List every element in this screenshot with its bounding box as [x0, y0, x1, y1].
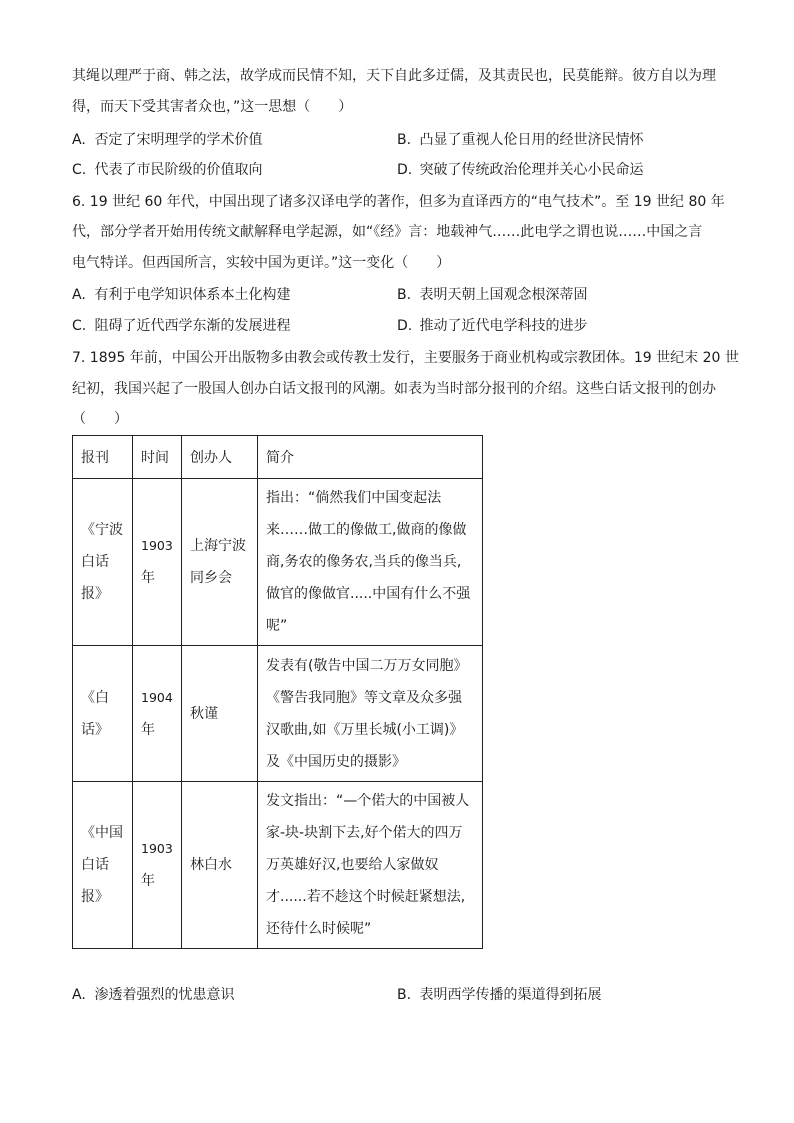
q5-option-a[interactable]: [72, 130, 262, 150]
newspaper-table: [72, 435, 483, 949]
option-letter: A.: [72, 132, 86, 148]
table-row: [73, 782, 483, 949]
intro-cell: [258, 646, 483, 782]
intro-cell: [258, 479, 483, 646]
newspaper-name-cell: [73, 782, 133, 949]
option-letter: B.: [397, 987, 412, 1003]
founder-cell: [182, 646, 258, 782]
option-text: 表明西学传播的渠道得到拓展: [419, 987, 602, 1003]
q6-stem-line-2: 代，部分学者开始用传统文献解释电学起源，如“《经》言：地载神气……此电学之谓也说……中国之言: [72, 224, 703, 240]
q5-option-b[interactable]: [397, 130, 643, 150]
intro: 指出：“倘然我们中国变起法来……做工的像做工,做商的像做商,务农的像务农,当兵的像当兵,做官的像做官.....中国有什么不强呢”: [266, 490, 471, 634]
year-unit: 年: [141, 873, 155, 889]
option-letter: D.: [397, 318, 413, 334]
newspaper-name: 《白话》: [81, 689, 109, 738]
option-letter: B.: [397, 287, 412, 303]
year-value: 1903: [141, 841, 173, 856]
q7-stem-line-2: 纪初，我国兴起了一股国人创办白话文报刊的风潮。如表为当时部分报刊的介绍。这些白话文报刊的创办: [72, 381, 716, 397]
year-cell: [133, 479, 182, 646]
newspaper-name-cell: [73, 646, 133, 782]
q7-stem-line-3: （ ）: [72, 411, 128, 427]
q6-stem-line-3: 电气特详。但西国所言，实较中国为更详。”这一变化（ ）: [72, 255, 451, 271]
year-unit: 年: [141, 570, 155, 586]
q6-option-b[interactable]: [397, 285, 587, 305]
option-letter: A.: [72, 287, 86, 303]
option-text: 渗透着强烈的忧患意识: [94, 987, 235, 1003]
option-text: 有利于电学知识体系本土化构建: [94, 287, 291, 303]
founder: 秋谨: [190, 705, 218, 722]
newspaper-name: 《宁波白话报》: [81, 522, 123, 602]
option-letter: B.: [397, 132, 412, 148]
table-header-row: [73, 436, 483, 479]
option-text: 凸显了重视人伦日用的经世济民情怀: [419, 132, 644, 148]
year-value: 1903: [141, 538, 173, 553]
q5-stem-line-1: 其绳以理严于商、韩之法，故学成而民情不知，天下自此多迂儒，及其责民也，民莫能辩。彼方自以为理: [72, 68, 716, 84]
founder: 林白水: [190, 857, 232, 873]
option-text: 否定了宋明理学的学术价值: [94, 132, 263, 148]
option-letter: C.: [72, 162, 87, 178]
year-value: 1904: [141, 689, 173, 705]
option-text: 代表了市民阶级的价值取向: [94, 162, 263, 178]
founder-cell: [182, 782, 258, 949]
table-row: [73, 646, 483, 782]
q5-option-c[interactable]: [72, 160, 262, 180]
option-text: 推动了近代电学科技的进步: [419, 318, 588, 334]
option-letter: D.: [397, 162, 413, 178]
q6-option-a[interactable]: [72, 285, 290, 305]
option-letter: C.: [72, 318, 87, 334]
q7-option-b[interactable]: [397, 985, 601, 1005]
founder-cell: [182, 479, 258, 646]
q6-stem-line-1: 6. 19 世纪 60 年代，中国出现了诸多汉译电学的著作，但多为直译西方的“电气技术”。至 19 世纪 80 年: [72, 194, 725, 210]
founder: 上海宁波同乡会: [190, 538, 246, 586]
header-cell: 时间: [133, 436, 182, 479]
newspaper-name-cell: [73, 479, 133, 646]
header-cell: 简介: [258, 436, 483, 479]
year-cell: [133, 646, 182, 782]
q7-stem-line-1: 7. 1895 年前，中国公开出版物多由教会或传教士发行，主要服务于商业机构或宗教团体。19 世纪末 20 世: [72, 350, 739, 366]
option-text: 阻碍了近代西学东渐的发展进程: [94, 318, 291, 334]
q5-option-d[interactable]: [397, 160, 643, 180]
header-cell: 创办人: [182, 436, 258, 479]
header-cell: 报刊: [73, 436, 133, 479]
option-text: 表明天朝上国观念根深蒂固: [419, 287, 588, 303]
intro: 发表有(敬告中国二万万女同胞》《警告我同胞》等文章及众多强汉歌曲,如《万里长城(小工调)》及《中国历史的摄影》: [266, 657, 468, 770]
intro-cell: [258, 782, 483, 949]
year-cell: [133, 782, 182, 949]
table-row: [73, 479, 483, 646]
option-letter: A.: [72, 987, 86, 1003]
intro: 发文指出：“—个偌大的中国被人家-块-块割下去,好个偌大的四万万英雄好汉,也要给人家做奴才......若不趁这个时候赶紧想法,还待什么时候呢”: [266, 793, 470, 937]
q5-stem-line-2: 得，而天下受其害者众也，”这一思想（ ）: [72, 99, 353, 115]
year-unit: 年: [141, 721, 155, 738]
q7-option-a[interactable]: [72, 985, 234, 1005]
q6-option-d[interactable]: [397, 316, 587, 336]
newspaper-name: 《中国白话报》: [81, 825, 123, 905]
q6-option-c[interactable]: [72, 316, 290, 336]
option-text: 突破了传统政治伦理并关心小民命运: [419, 162, 644, 178]
